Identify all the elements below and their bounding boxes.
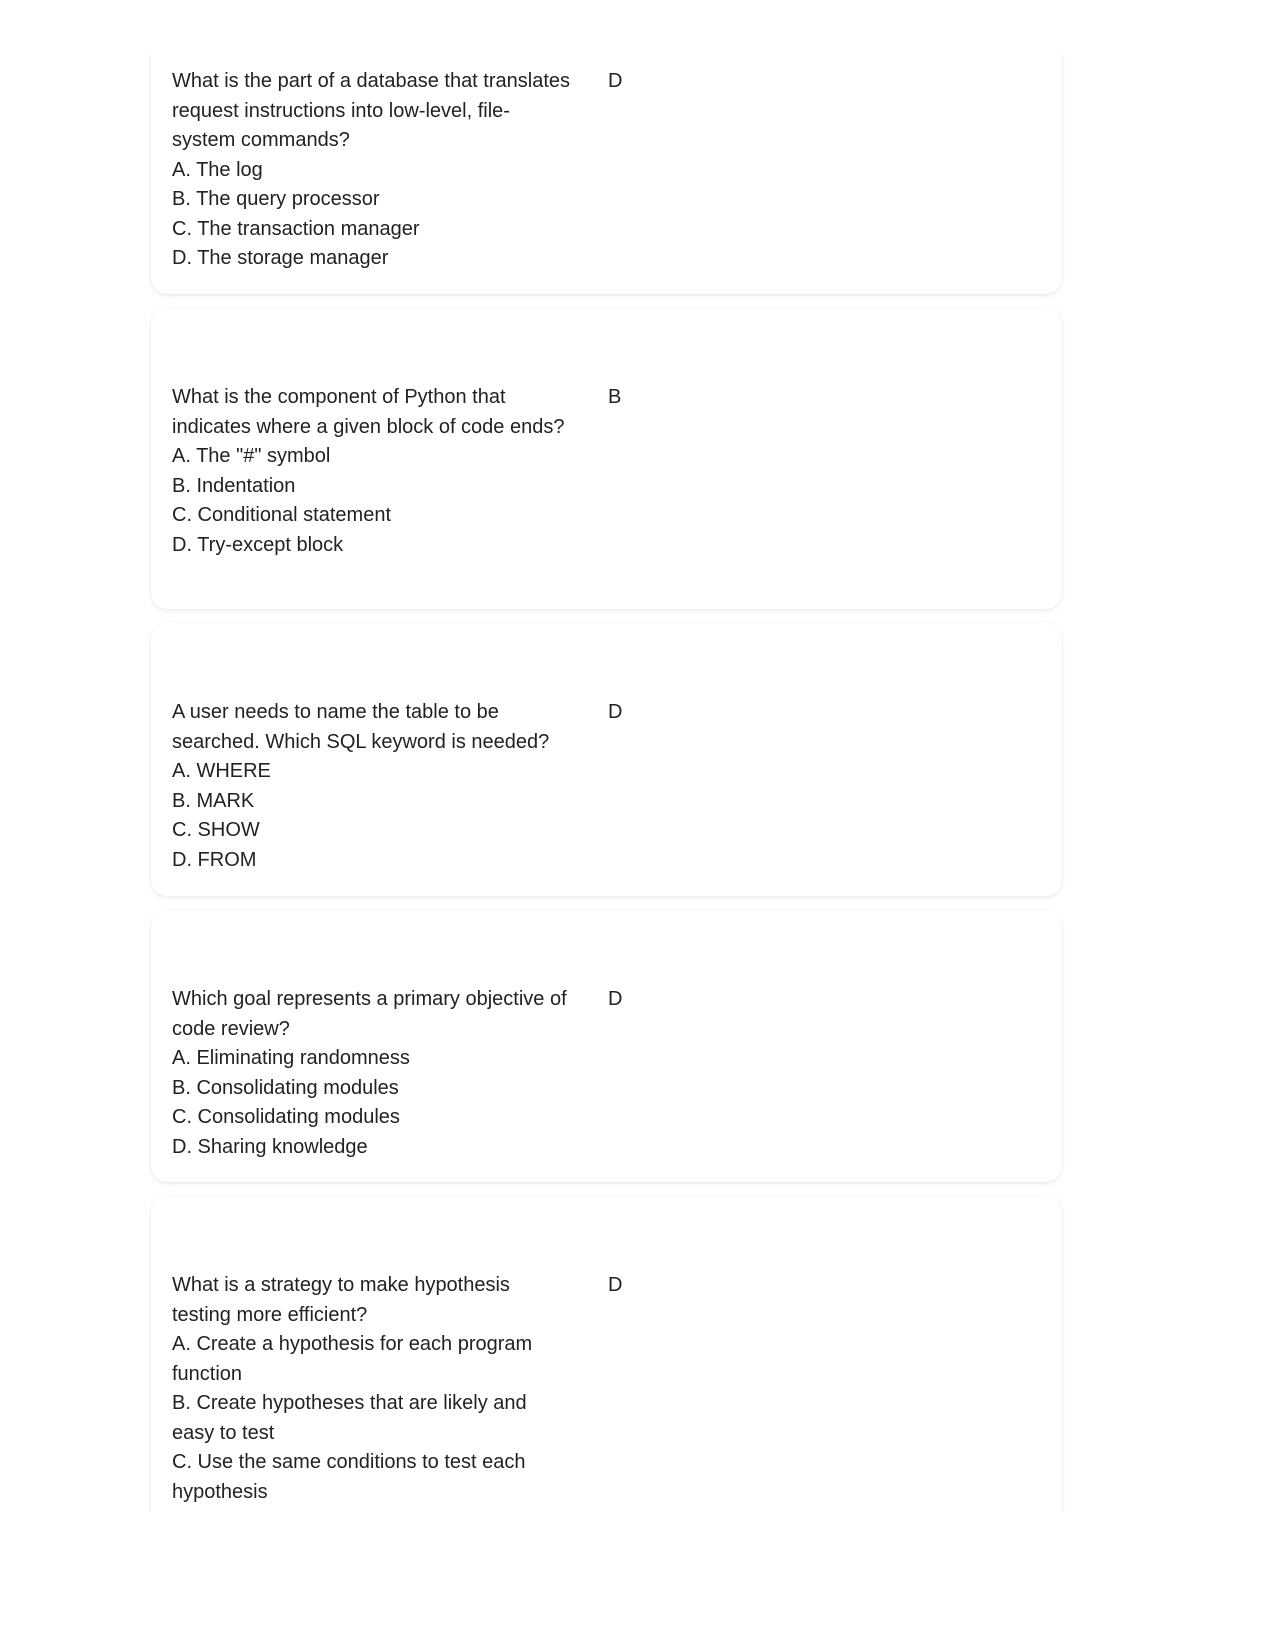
option: B. Create hypotheses that are likely and easy to test (172, 1392, 527, 1444)
option: C. Use the same conditions to test each hypothesis (172, 1451, 526, 1503)
option: C. Conditional statement (172, 504, 392, 526)
question-text: A user needs to name the table to be searched. Which SQL keyword is needed? (172, 701, 550, 753)
question-card (151, 910, 1062, 1182)
question-block (172, 698, 572, 875)
option: C. SHOW (172, 819, 260, 841)
option: D. The storage manager (172, 247, 389, 269)
option: A. WHERE (172, 760, 271, 782)
question-text: What is the component of Python that indicates where a given block of code ends? (172, 386, 565, 438)
option: C. Consolidating modules (172, 1106, 400, 1128)
answer: D (608, 988, 623, 1010)
question-card (151, 1196, 1062, 1512)
question-block (172, 67, 572, 274)
answer: B (608, 386, 622, 408)
option: B. The query processor (172, 188, 380, 210)
option: D. FROM (172, 848, 257, 871)
question-card (151, 308, 1062, 609)
option: A. The log (172, 158, 263, 181)
option: B. Indentation (172, 474, 296, 497)
question-block (172, 383, 572, 560)
question-text: What is the part of a database that translates request instructions into low-level, file-system commands? (172, 70, 571, 151)
option: A. Eliminating randomness (172, 1047, 410, 1069)
option: D. Sharing knowledge (172, 1135, 368, 1158)
option: A. Create a hypothesis for each program function (172, 1333, 533, 1385)
question-text: What is a strategy to make hypothesis testing more efficient? (172, 1274, 510, 1326)
option: D. Try-except block (172, 533, 344, 556)
answer: D (608, 1274, 623, 1296)
flashcard-list (0, 55, 1275, 1512)
question-block (172, 1271, 572, 1507)
question-card (151, 623, 1062, 896)
option: B. Consolidating modules (172, 1076, 399, 1099)
question-card (151, 55, 1062, 294)
answer: D (608, 70, 623, 92)
option: C. The transaction manager (172, 217, 420, 240)
option: B. MARK (172, 789, 255, 812)
question-text: Which goal represents a primary objective of code review? (172, 988, 567, 1040)
question-block (172, 985, 572, 1162)
option: A. The "#" symbol (172, 445, 331, 467)
answer: D (608, 701, 623, 723)
